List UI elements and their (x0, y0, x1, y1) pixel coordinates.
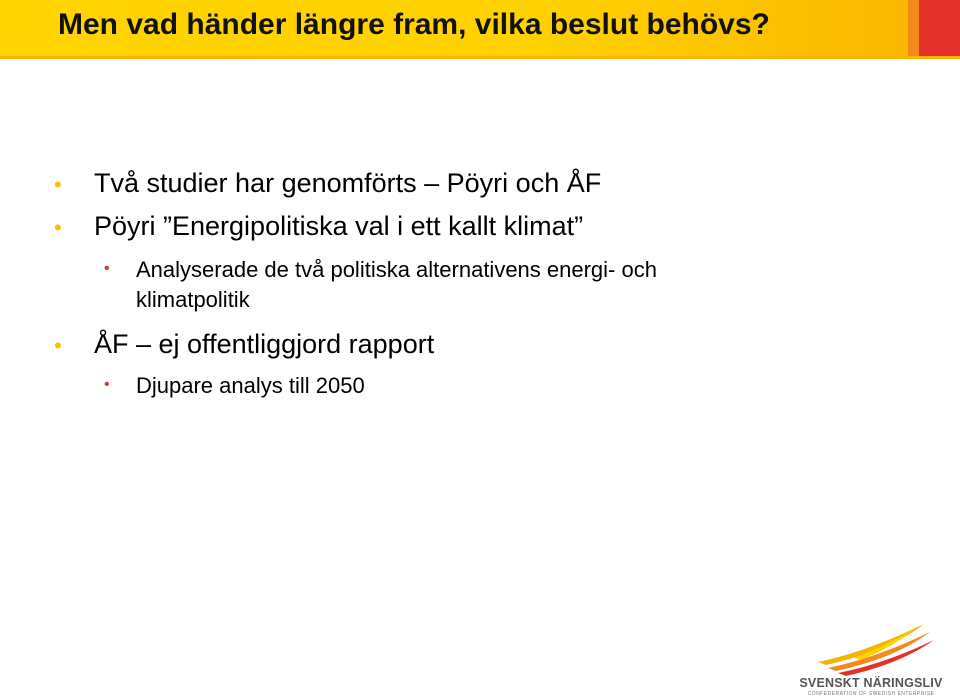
sub-bullet-text: Analyserade de två politiska alternativens energi- och (136, 257, 657, 282)
bullet-dot-icon: • (54, 172, 62, 197)
logo-wordmark: SVENSKT NÄRINGSLIV (799, 676, 943, 690)
sub-bullet-text: klimatpolitik (136, 287, 250, 312)
bullet-item (54, 211, 584, 242)
bullet-dot-icon: • (54, 333, 62, 358)
flame-swoosh-icon (796, 618, 946, 678)
company-logo (796, 618, 946, 698)
bullet-dot-icon: • (54, 215, 62, 240)
bullet-text: Pöyri ”Energipolitiska val i ett kallt klimat” (94, 211, 584, 241)
sub-bullet-item (104, 373, 365, 399)
slide-title: Men vad händer längre fram, vilka beslut behövs? (58, 8, 770, 41)
sub-bullet-dot-icon: • (104, 260, 110, 277)
sub-bullet-dot-icon: • (104, 376, 110, 393)
bullet-item (54, 168, 602, 199)
logo-tagline: CONFEDERATION OF SWEDISH ENTERPRISE (807, 691, 935, 697)
bullet-item (54, 329, 435, 360)
sub-bullet-continuation (136, 287, 250, 313)
sub-bullet-item (104, 257, 657, 283)
bullet-text: ÅF – ej offentliggjord rapport (94, 329, 435, 359)
bullet-text: Två studier har genomförts – Pöyri och ÅF (94, 168, 602, 198)
sub-bullet-text: Djupare analys till 2050 (136, 373, 365, 398)
